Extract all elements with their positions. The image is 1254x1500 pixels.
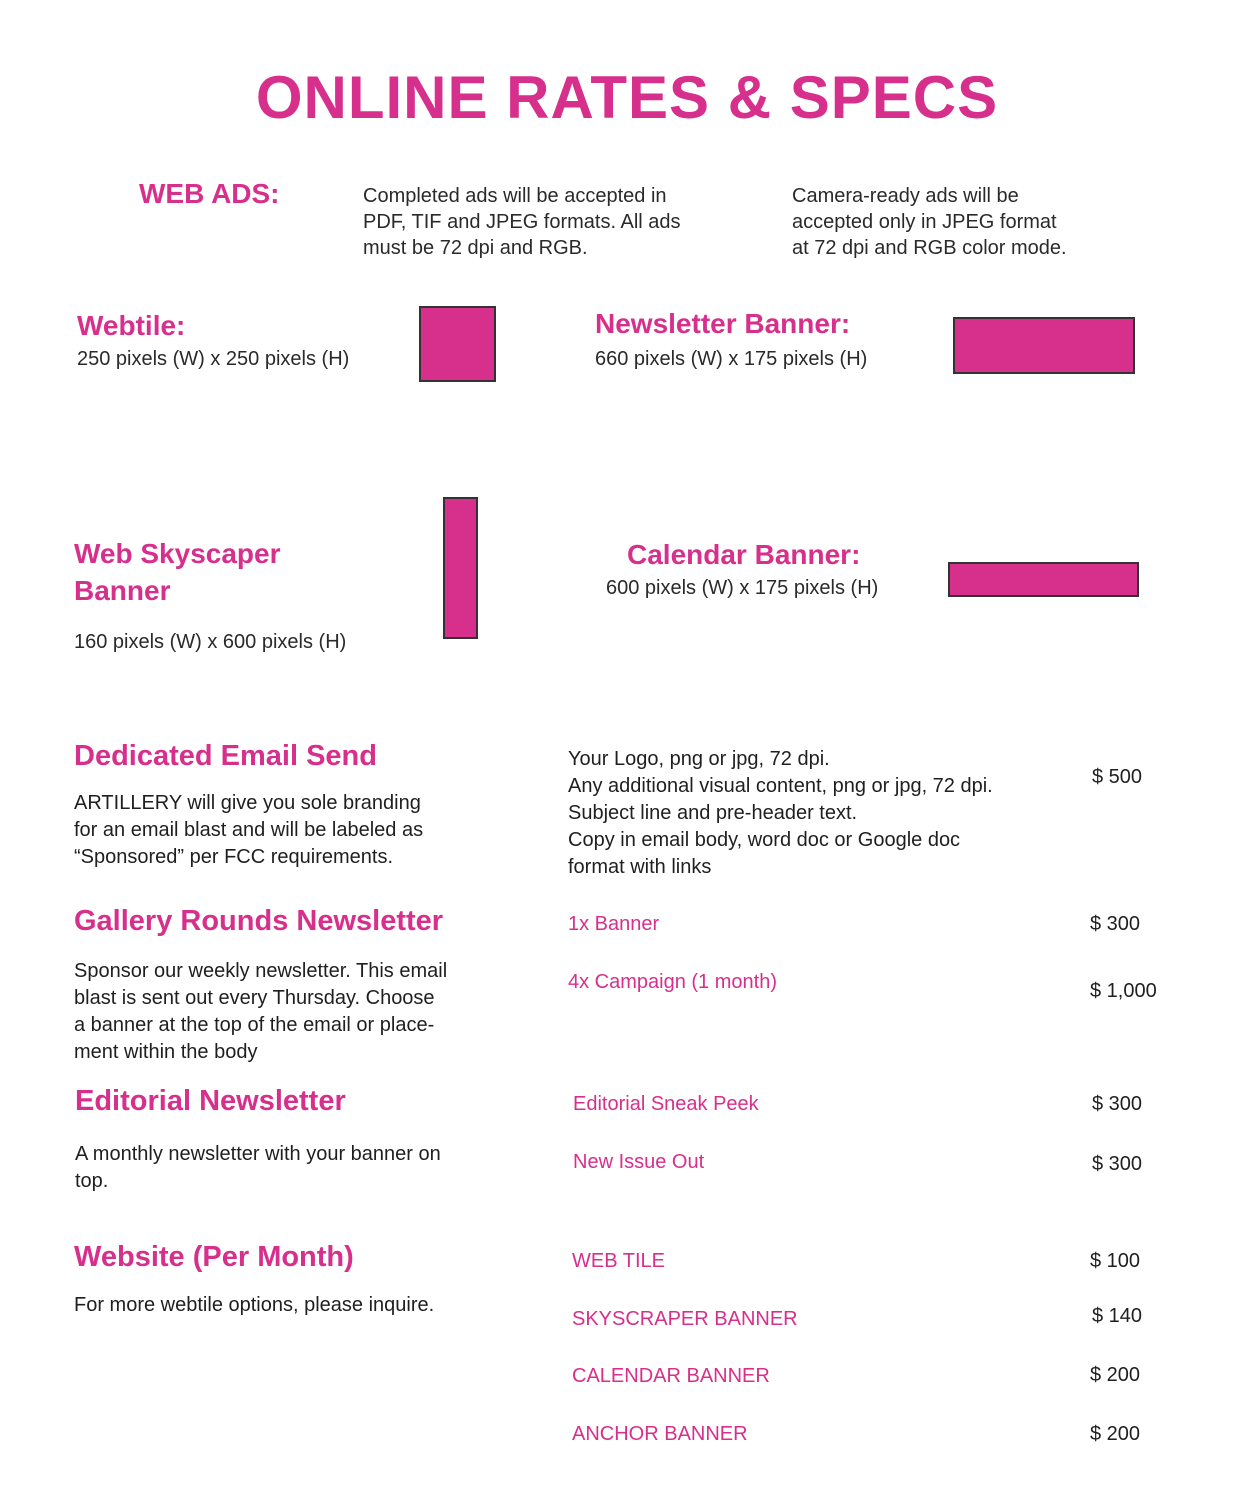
editorial-item-price: $ 300 <box>1092 1093 1143 1115</box>
skyscraper-label-line: Web Skyscaper <box>74 538 281 569</box>
gallery-newsletter-desc <box>74 958 495 1066</box>
editorial-newsletter-desc <box>75 1141 505 1195</box>
skyscraper-label-line: Banner <box>74 575 171 606</box>
website-item-label: CALENDAR BANNER <box>572 1365 770 1387</box>
editorial-newsletter-heading: Editorial Newsletter <box>75 1085 346 1117</box>
desc-line: “Sponsored” per FCC requirements. <box>74 846 394 868</box>
dedicated-email-desc <box>74 790 495 871</box>
website-item-price: $ 200 <box>1090 1423 1141 1445</box>
requirement-line: Copy in email body, word doc or Google doc <box>568 829 961 851</box>
requirement-line: Any additional visual content, png or jpg, 72 dpi. <box>568 775 993 797</box>
calendar-banner-size-swatch <box>948 562 1139 597</box>
newsletter-banner-size-swatch <box>953 317 1135 374</box>
website-desc: For more webtile options, please inquire. <box>74 1294 435 1316</box>
webtile-spec: 250 pixels (W) x 250 pixels (H) <box>77 348 350 370</box>
dedicated-email-requirements <box>568 746 993 881</box>
web-ads-label: WEB ADS: <box>139 178 280 209</box>
desc-line: for an email blast and will be labeled as <box>74 819 424 841</box>
newsletter-banner-spec: 660 pixels (W) x 175 pixels (H) <box>595 348 868 370</box>
website-item-price: $ 100 <box>1090 1250 1141 1272</box>
gallery-item-label: 4x Campaign (1 month) <box>568 971 777 993</box>
skyscraper-label <box>74 537 281 608</box>
web-ads-note-camera-ready <box>792 183 1067 261</box>
editorial-item-label: Editorial Sneak Peek <box>573 1093 759 1115</box>
newsletter-banner-label: Newsletter Banner: <box>595 308 851 339</box>
note-line: Camera-ready ads will be <box>792 185 1019 207</box>
website-item-label: ANCHOR BANNER <box>572 1423 748 1445</box>
desc-line: Sponsor our weekly newsletter. This email <box>74 960 448 982</box>
webtile-label: Webtile: <box>77 310 186 341</box>
skyscraper-spec: 160 pixels (W) x 600 pixels (H) <box>74 631 347 653</box>
website-heading: Website (Per Month) <box>74 1241 354 1273</box>
gallery-item-label: 1x Banner <box>568 913 660 935</box>
web-ads-note-completed <box>363 183 681 261</box>
desc-line: top. <box>75 1170 109 1192</box>
note-line: PDF, TIF and JPEG formats. All ads <box>363 211 681 233</box>
dedicated-email-heading: Dedicated Email Send <box>74 740 377 772</box>
requirement-line: Subject line and pre-header text. <box>568 802 858 824</box>
calendar-banner-label: Calendar Banner: <box>627 539 861 570</box>
website-item-price: $ 200 <box>1090 1364 1141 1386</box>
dedicated-email-price: $ 500 <box>1092 766 1143 788</box>
desc-line: ment within the body <box>74 1041 258 1063</box>
page-title: ONLINE RATES & SPECS <box>255 64 999 131</box>
note-line: Completed ads will be accepted in <box>363 185 667 207</box>
editorial-item-label: New Issue Out <box>573 1151 705 1173</box>
desc-line: blast is sent out every Thursday. Choose <box>74 987 435 1009</box>
website-item-label: WEB TILE <box>572 1250 665 1272</box>
requirement-line: Your Logo, png or jpg, 72 dpi. <box>568 748 830 770</box>
note-line: must be 72 dpi and RGB. <box>363 237 588 259</box>
website-item-label: SKYSCRAPER BANNER <box>572 1308 798 1330</box>
skyscraper-size-swatch <box>443 497 478 639</box>
requirement-line: format with links <box>568 856 712 878</box>
desc-line: ARTILLERY will give you sole branding <box>74 792 421 814</box>
gallery-item-price: $ 1,000 <box>1090 980 1157 1002</box>
gallery-newsletter-heading: Gallery Rounds Newsletter <box>74 905 444 937</box>
editorial-item-price: $ 300 <box>1092 1153 1143 1175</box>
calendar-banner-spec: 600 pixels (W) x 175 pixels (H) <box>606 577 879 599</box>
webtile-size-swatch <box>419 306 496 382</box>
desc-line: A monthly newsletter with your banner on <box>75 1143 441 1165</box>
desc-line: a banner at the top of the email or place- <box>74 1014 435 1036</box>
note-line: accepted only in JPEG format <box>792 211 1057 233</box>
website-item-price: $ 140 <box>1092 1305 1143 1327</box>
note-line: at 72 dpi and RGB color mode. <box>792 237 1067 259</box>
gallery-item-price: $ 300 <box>1090 913 1141 935</box>
